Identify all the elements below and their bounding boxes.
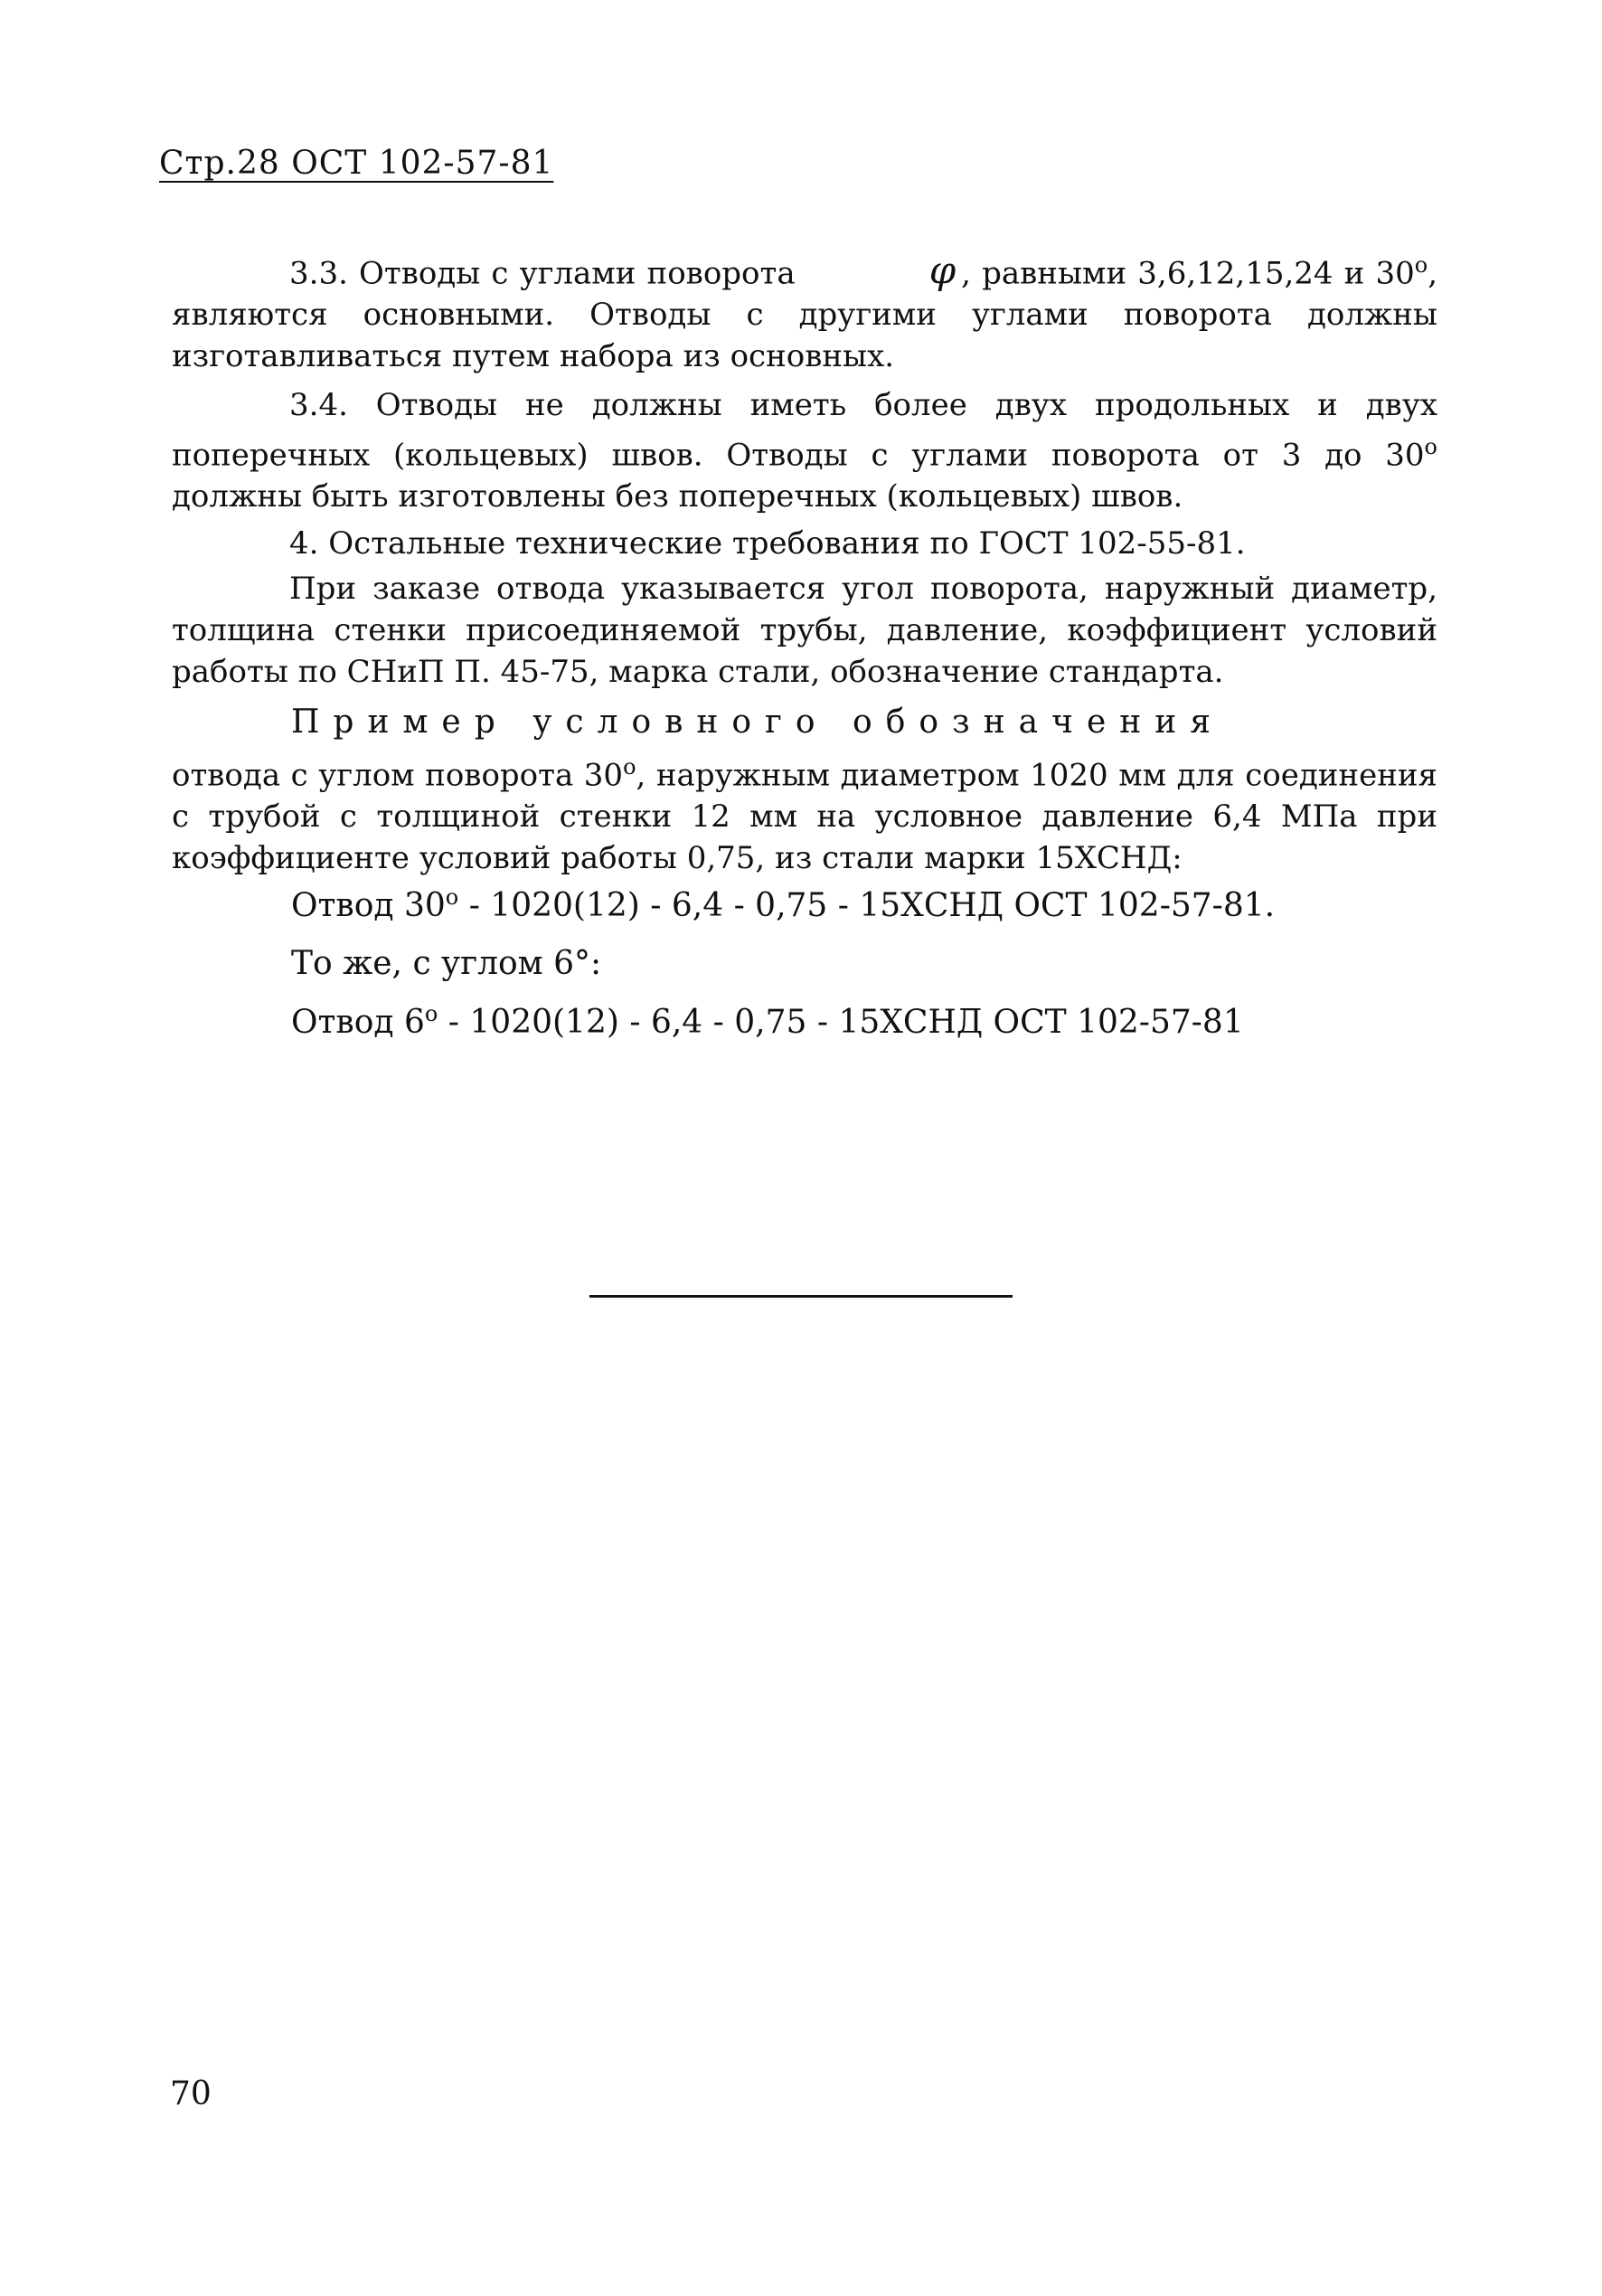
example-heading: Пример условного обозначения	[291, 704, 1224, 741]
designation-2-suffix: - 1020(12) - 6,4 - 0,75 - 15ХСНД ОСТ 102-57-81	[438, 1004, 1244, 1041]
horizontal-rule	[589, 1295, 1013, 1298]
degree-mark: o	[623, 754, 636, 780]
clause-3-4	[172, 384, 1437, 517]
designation-1-suffix: - 1020(12) - 6,4 - 0,75 - 15ХСНД ОСТ 102-57-81.	[458, 887, 1276, 924]
designation-1-prefix: Отвод 30	[291, 887, 446, 924]
degree-mark: o	[1414, 252, 1428, 278]
designation-example-1	[291, 884, 1275, 924]
degree-mark: o	[1424, 434, 1437, 459]
clause-3-3-text-end: , являются основными. Отводы с другими углами поворота должны изготавливаться путем набора из основных.	[172, 255, 1437, 375]
degree-mark: o	[445, 884, 459, 910]
same-with-6-note: То же, с углом 6°:	[291, 945, 602, 982]
designation-2-prefix: Отвод 6	[291, 1004, 425, 1041]
degree-mark: o	[424, 1001, 438, 1026]
clause-3-4-text-start: 3.4. Отводы не должны иметь более двух продольных и двух поперечных (кольцевых) швов. Отводы с углами поворота от 3 до 30	[172, 387, 1437, 474]
designation-example-2	[291, 1001, 1244, 1041]
clause-3-3	[172, 244, 1437, 377]
example-text	[172, 746, 1437, 879]
page-header: Стр.28 ОСТ 102-57-81	[159, 145, 554, 182]
phi-symbol: φ	[928, 248, 956, 293]
page-number: 70	[170, 2075, 212, 2112]
example-text-end: , наружным диаметром 1020 мм для соединения с трубой с толщиной стенки 12 мм на условное давление 6,4 МПа при коэффициенте условий работы 0,75, из стали марки 15ХСНД:	[172, 757, 1437, 877]
example-text-start: отвода с углом поворота 30	[172, 757, 624, 794]
order-paragraph: При заказе отвода указывается угол поворота, наружный диаметр, толщина стенки присоединяемой трубы, давление, коэффициент условий работы по СНиП П. 45-75, марка стали, обозначение стандарта.	[172, 571, 1437, 690]
clause-4: 4. Остальные технические требования по ГОСТ 102-55-81.	[289, 525, 1246, 562]
clause-3-3-text-start: 3.3. Отводы с углами поворота	[289, 255, 796, 292]
clause-3-3-angles: , равными 3,6,12,15,24 и 30	[961, 255, 1415, 292]
clause-3-4-text-end: должны быть изготовлены без поперечных (кольцевых) швов.	[172, 478, 1183, 515]
